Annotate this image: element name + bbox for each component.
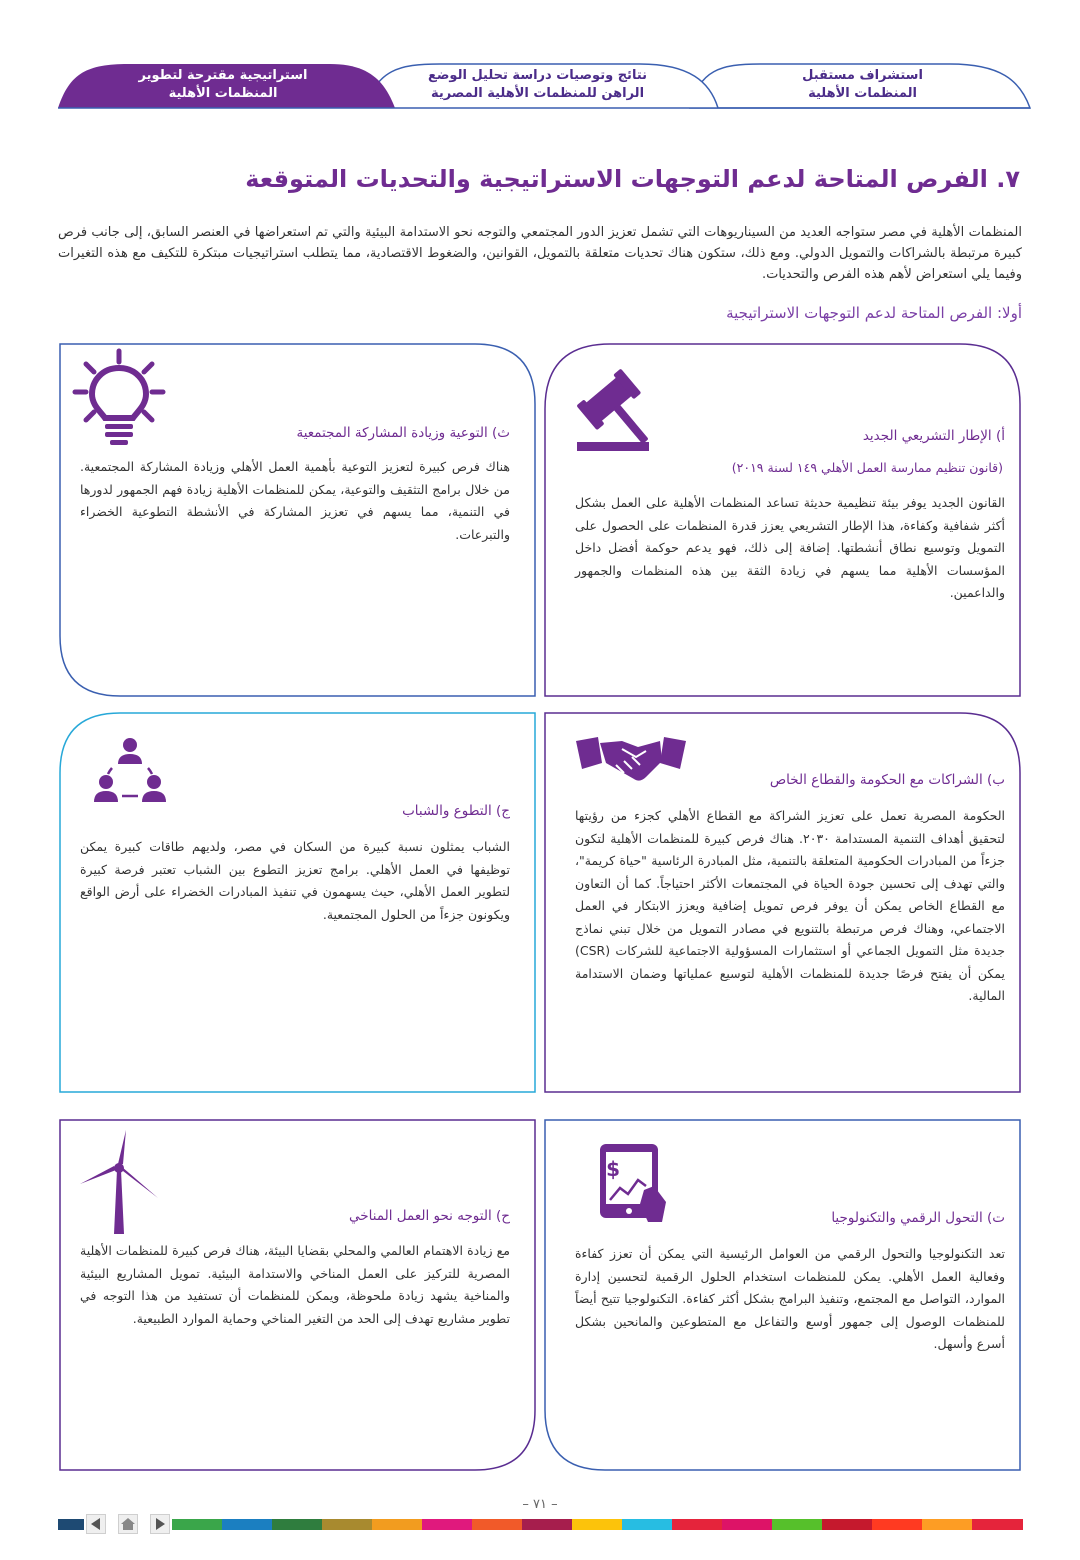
handshake-icon xyxy=(576,735,686,785)
color-bar-segment xyxy=(222,1519,273,1530)
section-title: ٧. الفرص المتاحة لدعم التوجهات الاستراتيجية والتحديات المتوقعة xyxy=(245,165,1020,193)
color-bar-segment xyxy=(272,1519,323,1530)
card-body: القانون الجديد يوفر بيئة تنظيمية حديثة تساعد المنظمات الأهلية على العمل بشكل أكثر شفافية وكفاءة، هذا الإطار التشريعي يعزز قدرة المنظمات على الحصول على التمويل وتوسيع نطاق أنشطتها. إضافة إلى ذلك، فهو يدعم حوكمة أفضل داخل المؤسسات الأهلية مما يسهم في زيادة الثقة بين هذه المنظمات والجمهور والداعمين. xyxy=(575,495,1005,600)
home-button[interactable] xyxy=(118,1514,138,1534)
color-bar-segment xyxy=(522,1519,573,1530)
color-bar-segment xyxy=(372,1519,423,1530)
color-bar-segment xyxy=(722,1519,773,1530)
card-body: الحكومة المصرية تعمل على تعزيز الشراكة مع القطاع الأهلي كجزء من رؤيتها لتحقيق أهداف التنمية المستدامة ٢٠٣٠. هناك فرص كبيرة للمنظمات الأهلية لتكون جزءاً من المبادرات الحكومية المتعلقة بالتنمية، مثل المبادرة الرئاسية "حياة كريمة"، والتي تهدف إلى تحسين جودة الحياة في المجتمعات الأكثر احتياجاً. كما أن التعاون مع القطاع الخاص يمكن أن يوفر فرص تمويل إضافية ويعزز الابتكار في العمل الاجتماعي، وهناك فرص مرتبطة بالتنويع في مصادر التمويل من خلال تبني نماذج جديدة مثل التمويل الجماعي أو استثمارات المسؤولية الاجتماعية للشركات (CSR) يمكن أن يفتح فرصًا جديدة للمنظمات الأهلية لتوسيع عملياتها وضمان الاستدامة المالية. xyxy=(575,808,1005,1003)
color-bar-segment xyxy=(572,1519,623,1530)
people-network-icon xyxy=(94,736,166,804)
prev-button[interactable] xyxy=(86,1514,106,1534)
next-arrow-icon xyxy=(154,1518,166,1530)
card-title: ج) التطوع والشباب xyxy=(402,803,510,819)
card-title: أ) الإطار التشريعي الجديد xyxy=(862,428,1005,444)
wind-turbine-icon xyxy=(76,1128,162,1236)
home-icon xyxy=(121,1518,135,1530)
next-button[interactable] xyxy=(150,1514,170,1534)
intro-paragraph: المنظمات الأهلية في مصر ستواجه العديد من السيناريوهات التي تشمل تعزيز الدور المجتمعي والتوجه نحو الاستدامة البيئية والتي تم استعراضها في العنصر السابق، إلى جانب فرص كبيرة مرتبطة بالشراكات والتمويل الدولي. ومع ذلك، ستكون هناك تحديات متعلقة بالتمويل، القوانين، والضغوط الاقتصادية، مما يتطلب استراتيجيات مبتكرة للتكيف مع هذه التغيرات وفيما يلي استعراض لأهم هذه الفرص والتحديات. xyxy=(58,225,1022,282)
tab-proposed-strategy[interactable]: استراتيجية مقترحة لتطوير المنظمات الأهلية xyxy=(138,68,308,101)
card-title: ث) التوعية وزيادة المشاركة المجتمعية xyxy=(296,425,510,441)
color-bar-segment xyxy=(58,1519,84,1530)
subheading: أولا: الفرص المتاحة لدعم التوجهات الاستراتيجية xyxy=(726,304,1022,322)
header-tabs xyxy=(0,0,1080,120)
color-bar-segment xyxy=(872,1519,923,1530)
page-number: – ٧١ – xyxy=(522,1497,558,1512)
color-bar-segment xyxy=(772,1519,823,1530)
color-bar-segment xyxy=(172,1519,223,1530)
svg-text:$: $ xyxy=(606,1157,620,1181)
color-bar-segment xyxy=(622,1519,673,1530)
lightbulb-icon xyxy=(72,348,166,446)
color-bar-segment xyxy=(822,1519,873,1530)
card-body: مع زيادة الاهتمام العالمي والمحلي بقضايا البيئة، هناك فرص كبيرة للمنظمات الأهلية المصرية للتركيز على العمل المناخي والاستدامة البيئية. تمويل المشاريع البيئية والمناخية يشهد زيادة ملحوظة، ويمكن للمنظمات أن تستفيد من هذا التوجه في تطوير مشاريع تهدف إلى الحد من التغير المناخي وحماية الموارد الطبيعية. xyxy=(80,1243,510,1326)
color-bar-segment xyxy=(972,1519,1023,1530)
color-bar-segment xyxy=(672,1519,723,1530)
tablet-finance-icon xyxy=(598,1142,670,1224)
card-title: ب) الشراكات مع الحكومة والقطاع الخاص xyxy=(769,772,1005,788)
card-body: هناك فرص كبيرة لتعزيز التوعية بأهمية العمل الأهلي وزيادة المشاركة المجتمعية. من خلال برامج التثقيف والتوعية، يمكن للمنظمات الأهلية زيادة فهم الجمهور لدورها في التنمية، مما يسهم في تعزيز المشاركة في الأنشطة التطوعية الخضراء والتبرعات. xyxy=(80,459,510,542)
color-bar-segment xyxy=(422,1519,473,1530)
color-bar-segment xyxy=(922,1519,973,1530)
card-title: ح) التوجه نحو العمل المناخي xyxy=(349,1208,510,1224)
card-body: الشباب يمثلون نسبة كبيرة من السكان في مصر، ولديهم طاقات كبيرة يمكن توظيفها في العمل الأهلي. برامج تعزيز التطوع بين الشباب تعتبر فرصة كبيرة لتطوير العمل الأهلي، حيث يسهمون في تنفيذ المبادرات الخضراء على أرض الواقع ويكونون جزءاً من الحلول المجتمعية. xyxy=(80,839,510,922)
color-bar-segment xyxy=(472,1519,523,1530)
color-bar-segment xyxy=(322,1519,373,1530)
card-subtitle: (قانون تنظيم ممارسة العمل الأهلي ١٤٩ لسنة ٢٠١٩) xyxy=(731,460,1003,475)
prev-arrow-icon xyxy=(90,1518,102,1530)
tab-situation-analysis[interactable]: نتائج وتوصيات دراسة تحليل الوضع الراهن للمنظمات الأهلية المصرية xyxy=(427,68,648,101)
tab-future-outlook[interactable]: استشراف مستقبل المنظمات الأهلية xyxy=(802,68,923,101)
card-body: تعد التكنولوجيا والتحول الرقمي من العوامل الرئيسية التي يمكن أن تعزز كفاءة وفعالية العمل الأهلي. يمكن للمنظمات استخدام الحلول الرقمية لتحسين إدارة الموارد، التواصل مع المجتمع، وتنفيذ البرامج بشكل أكثر كفاءة. التكنولوجيا تتيح أيضاً للمنظمات الوصول إلى جمهور أوسع والتفاعل مع المتطوعين والمانحين بشكل أسرع وأسهل. xyxy=(575,1246,1005,1351)
gavel-icon xyxy=(575,362,661,454)
card-title: ت) التحول الرقمي والتكنولوجيا xyxy=(831,1210,1005,1226)
